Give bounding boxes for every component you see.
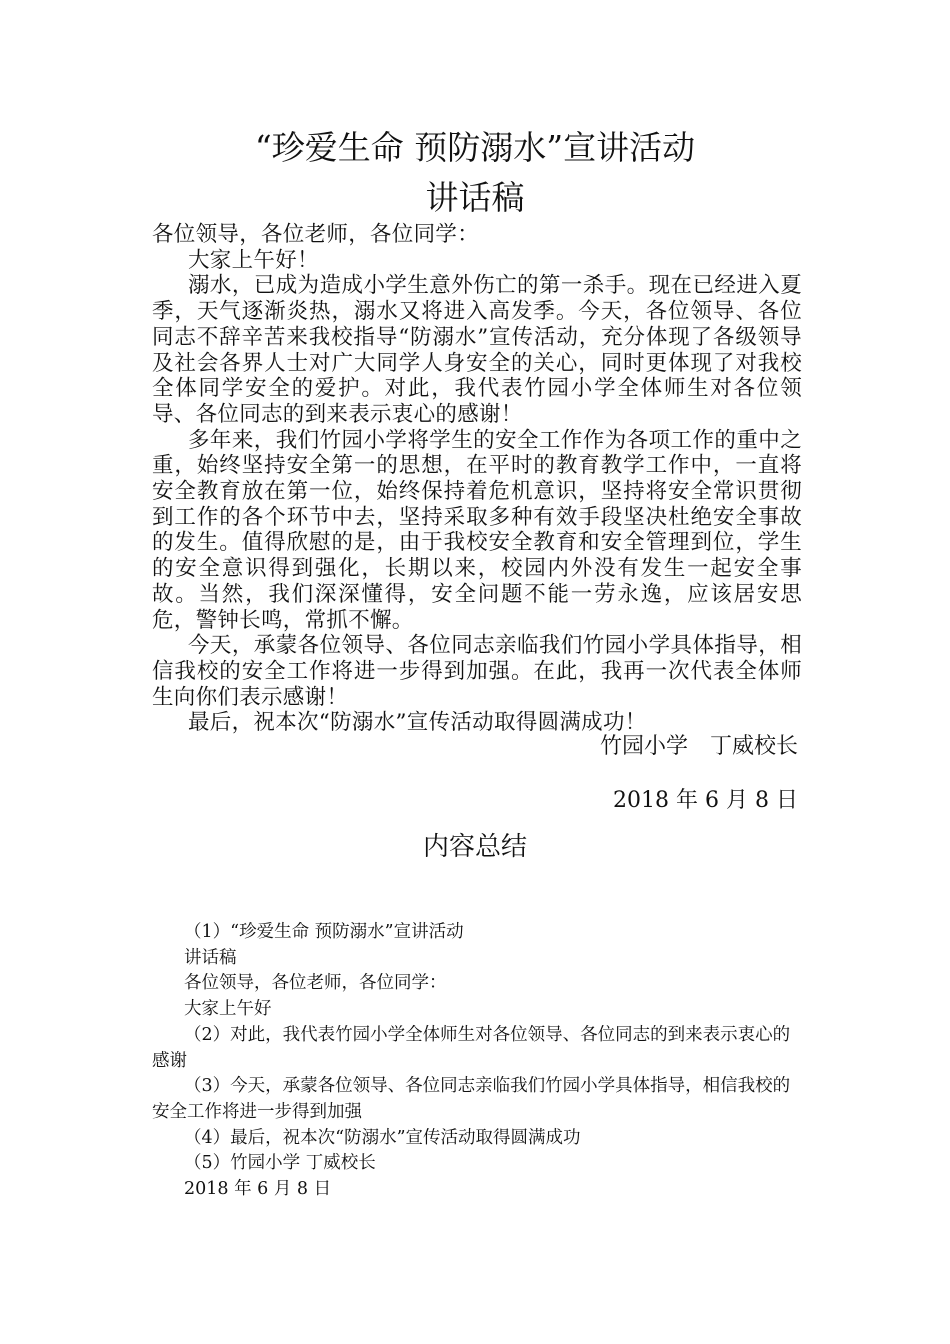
summary-line: 各位领导，各位老师，各位同学：	[184, 973, 447, 994]
paragraph-4: 最后，祝本次“防溺水”宣传活动取得圆满成功！	[188, 710, 647, 736]
paragraph-3: 今天，承蒙各位领导、各位同志亲临我们竹园小学具体指导，相信我校的安全工作将进一步得到加强。在此，我再一次代表全体师生向你们表示感谢！	[152, 633, 802, 710]
signature: 竹园小学 丁威校长	[599, 734, 798, 759]
summary-line: （4）最后，祝本次“防溺水”宣传活动取得圆满成功	[184, 1127, 581, 1148]
summary-line: （1）“珍爱生命 预防溺水”宣讲活动	[184, 922, 464, 942]
summary-list	[152, 920, 807, 1203]
summary-line: （5）竹园小学 丁威校长	[184, 1153, 376, 1174]
summary-line: （2）对此，我代表竹园小学全体师生对各位领导、各位同志的到来表示衷心的感谢	[152, 1024, 791, 1071]
summary-title: 内容总结	[422, 832, 527, 862]
greeting: 大家上午好！	[188, 247, 319, 273]
document-title: “珍爱生命 预防溺水”宣讲活动	[254, 128, 696, 167]
date: 2018 年 6 月 8 日	[613, 788, 798, 813]
paragraph-1: 溺水，已成为造成小学生意外伤亡的第一杀手。现在已经进入夏季，天气逐渐炎热，溺水又将进入高发季。今天，各位领导、各位同志不辞辛苦来我校指导“防溺水”宣传活动，充分体现了各级领导及社会各界人士对广大同学人身安全的关心，同时更体现了对我校全体同学安全的爱护。对此，我代表竹园小学全体师生对各位领导、各位同志的到来表示衷心的感谢！	[152, 273, 802, 427]
paragraph-2: 多年来，我们竹园小学将学生的安全工作作为各项工作的重中之重，始终坚持安全第一的思想，在平时的教育教学工作中，一直将安全教育放在第一位，始终保持着危机意识，坚持将安全常识贯彻到工作的各个环节中去，坚持采取多种有效手段坚决杜绝安全事故的发生。值得欣慰的是，由于我校安全教育和安全管理到位，学生的安全意识得到强化，长期以来，校园内外没有发生一起安全事故。当然，我们深深懂得，安全问题不能一劳永逸，应该居安思危，警钟长鸣，常抓不懈。	[152, 427, 802, 633]
summary-line: 2018 年 6 月 8 日	[184, 1179, 332, 1200]
salutation: 各位领导，各位老师，各位同学：	[152, 222, 480, 247]
summary-line: （3）今天，承蒙各位领导、各位同志亲临我们竹园小学具体指导，相信我校的安全工作将进一步得到加强	[152, 1076, 791, 1122]
speech-body	[152, 222, 802, 736]
summary-line: 大家上午好	[184, 999, 272, 1020]
summary-line: 讲话稿	[184, 947, 237, 968]
document-subtitle: 讲话稿	[425, 178, 525, 217]
